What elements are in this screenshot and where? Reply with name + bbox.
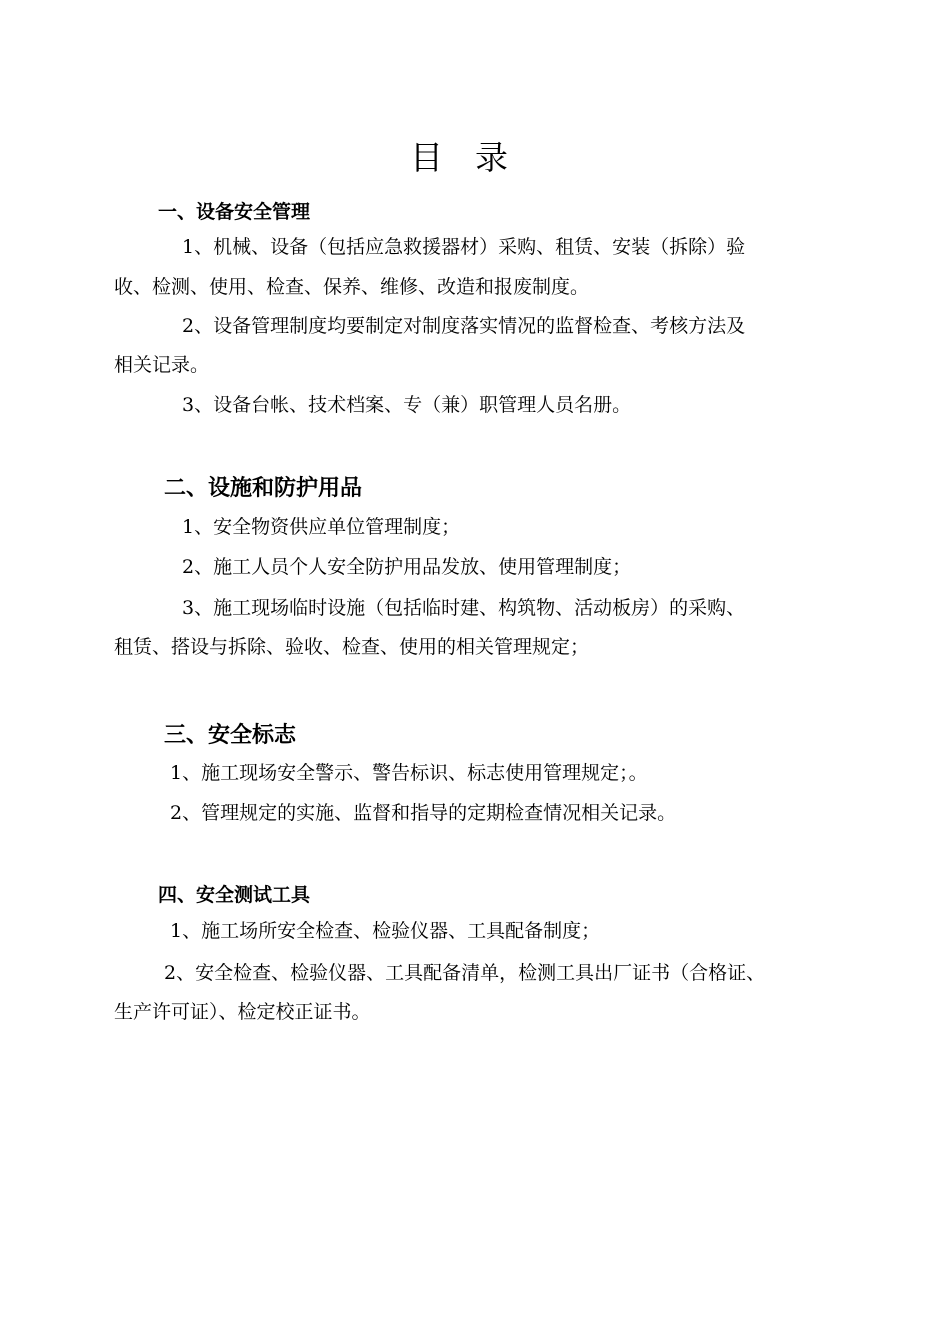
section-1-line-5: 3、设备台帐、技术档案、专（兼）职管理人员名册。 [182,394,632,416]
section-4-line-2: 2、安全检查、检验仪器、工具配备清单，检测工具出厂证书（合格证、 [164,962,766,984]
page-title: 目录 [410,138,540,177]
section-4-line-3: 生产许可证）、检定校正证书。 [114,1001,371,1023]
section-4-line-1: 1、施工场所安全检查、检验仪器、工具配备制度； [170,920,601,942]
section-heading-3: 三、安全标志 [164,723,297,748]
section-1-line-2: 收、检测、使用、检查、保养、维修、改造和报废制度。 [114,276,590,298]
section-3-line-2: 2、管理规定的实施、监督和指导的定期检查情况相关记录。 [170,802,677,824]
section-2-line-4: 租赁、搭设与拆除、验收、检查、使用的相关管理规定； [114,636,590,658]
section-3-line-1: 1、施工现场安全警示、警告标识、标志使用管理规定；。 [170,762,648,784]
section-2-line-3: 3、施工现场临时设施（包括临时建、构筑物、活动板房）的采购、 [182,597,746,619]
section-2-line-1: 1、安全物资供应单位管理制度； [182,516,461,538]
section-1-line-4: 相关记录。 [114,354,210,376]
section-1-line-1: 1、机械、设备（包括应急救援器材）采购、租赁、安装（拆除）验 [182,236,746,258]
section-2-line-2: 2、施工人员个人安全防护用品发放、使用管理制度； [182,556,632,578]
section-heading-4: 四、安全测试工具 [158,884,311,906]
section-heading-1: 一、设备安全管理 [158,201,311,223]
section-heading-2: 二、设施和防护用品 [164,476,363,501]
section-1-line-3: 2、设备管理制度均要制定对制度落实情况的监督检查、考核方法及 [182,315,746,337]
